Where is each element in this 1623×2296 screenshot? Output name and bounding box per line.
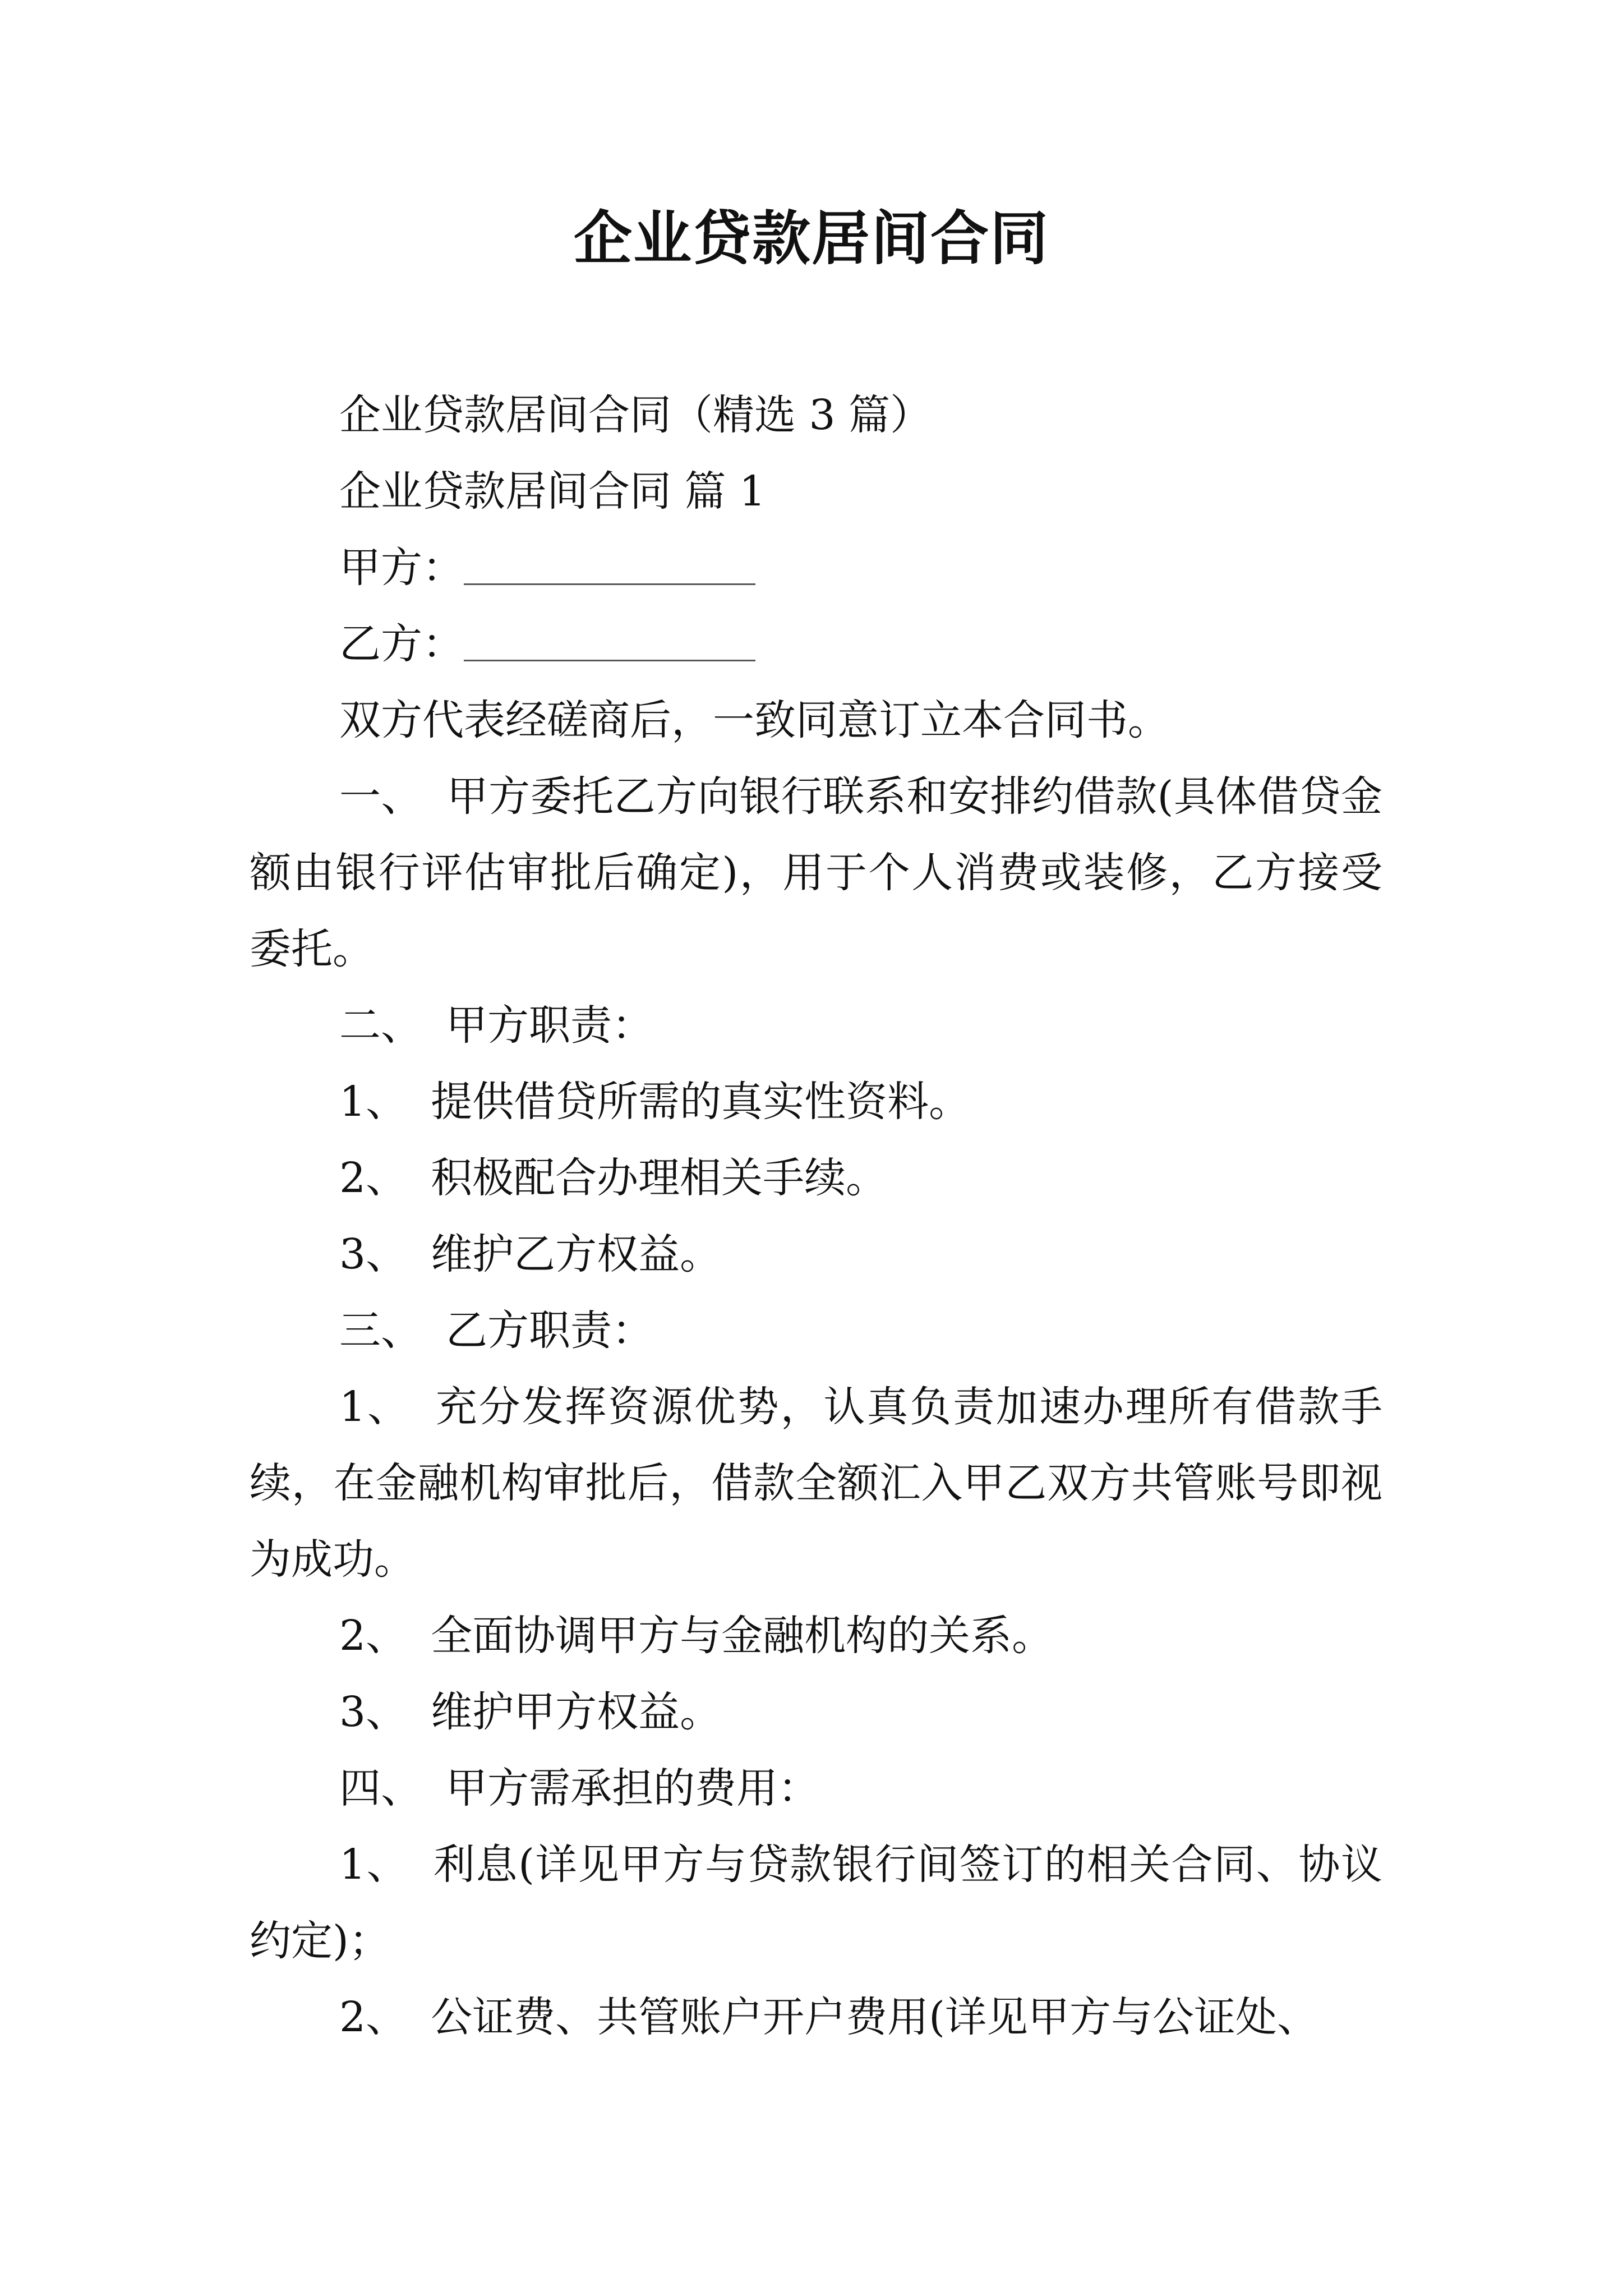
clause-3-item-number: 3、 — [339, 1688, 408, 1736]
party-a-blank — [464, 544, 755, 585]
subtitle: 企业贷款居间合同（精选 3 篇） — [339, 391, 932, 439]
clause-2-item-text: 积极配合办理相关手续。 — [431, 1154, 888, 1202]
clause-4-item-text: 利息(详见甲方与贷款银行间签订的相关合同、协议约定)； — [250, 1841, 1382, 1965]
clause-3-number: 三、 — [339, 1306, 422, 1355]
clause-4-item-number: 2、 — [339, 1993, 408, 2041]
clause-3-item-number: 1、 — [339, 1383, 411, 1431]
party-b-line — [250, 606, 1382, 682]
clause-2-item — [250, 1216, 1382, 1292]
clause-4-item — [250, 1979, 1382, 2055]
clause-2-item-number: 1、 — [339, 1078, 408, 1126]
clause-3-item — [250, 1369, 1382, 1598]
clause-2-item — [250, 1140, 1382, 1216]
party-b-blank — [464, 620, 755, 661]
clause-4-heading — [250, 1750, 1382, 1826]
clause-3-text: 乙方职责： — [446, 1306, 653, 1355]
clause-4-item-text: 公证费、共管账户开户费用(详见甲方与公证处、 — [431, 1993, 1318, 2041]
clause-1-number: 一、 — [339, 772, 423, 821]
document-body — [250, 377, 1382, 2055]
party-a-line — [250, 530, 1382, 606]
clause-2-item-text: 提供借贷所需的真实性资料。 — [431, 1078, 971, 1126]
clause-1 — [250, 758, 1382, 987]
clause-3-item — [250, 1598, 1382, 1674]
clause-2-item-number: 2、 — [339, 1154, 408, 1202]
clause-3-item-text: 全面协调甲方与金融机构的关系。 — [431, 1612, 1054, 1660]
clause-2-item-number: 3、 — [339, 1230, 408, 1278]
clause-3-item — [250, 1674, 1382, 1750]
clause-1-text: 甲方委托乙方向银行联系和安排约借款(具体借贷金额由银行评估审批后确定)，用于个人消费或装修，乙方接受委托。 — [250, 772, 1383, 973]
clause-4-text: 甲方需承担的费用： — [446, 1764, 819, 1812]
clause-4-item-number: 1、 — [339, 1841, 409, 1889]
clause-3-item-text: 充分发挥资源优势，认真负责加速办理所有借款手续，在金融机构审批后，借款全额汇入甲乙双方共管账号即视为成功。 — [250, 1383, 1382, 1584]
party-a-label: 甲方： — [339, 544, 464, 592]
document-title: 企业贷款居间合同 — [573, 204, 1049, 273]
clause-3-heading — [250, 1292, 1382, 1369]
intro-paragraph: 双方代表经磋商后，一致同意订立本合同书。 — [339, 696, 1169, 744]
clause-4-item — [250, 1826, 1382, 1979]
party-b-label: 乙方： — [339, 620, 464, 668]
clause-2-number: 二、 — [339, 1001, 422, 1050]
clause-2-heading — [250, 987, 1382, 1064]
clause-2-text: 甲方职责： — [446, 1001, 653, 1050]
clause-3-item-number: 2、 — [339, 1612, 408, 1660]
section-heading: 企业贷款居间合同 篇 1 — [339, 467, 766, 516]
clause-3-item-text: 维护甲方权益。 — [431, 1688, 722, 1736]
clause-2-item — [250, 1064, 1382, 1140]
clause-2-item-text: 维护乙方权益。 — [431, 1230, 722, 1278]
clause-4-number: 四、 — [339, 1764, 422, 1812]
